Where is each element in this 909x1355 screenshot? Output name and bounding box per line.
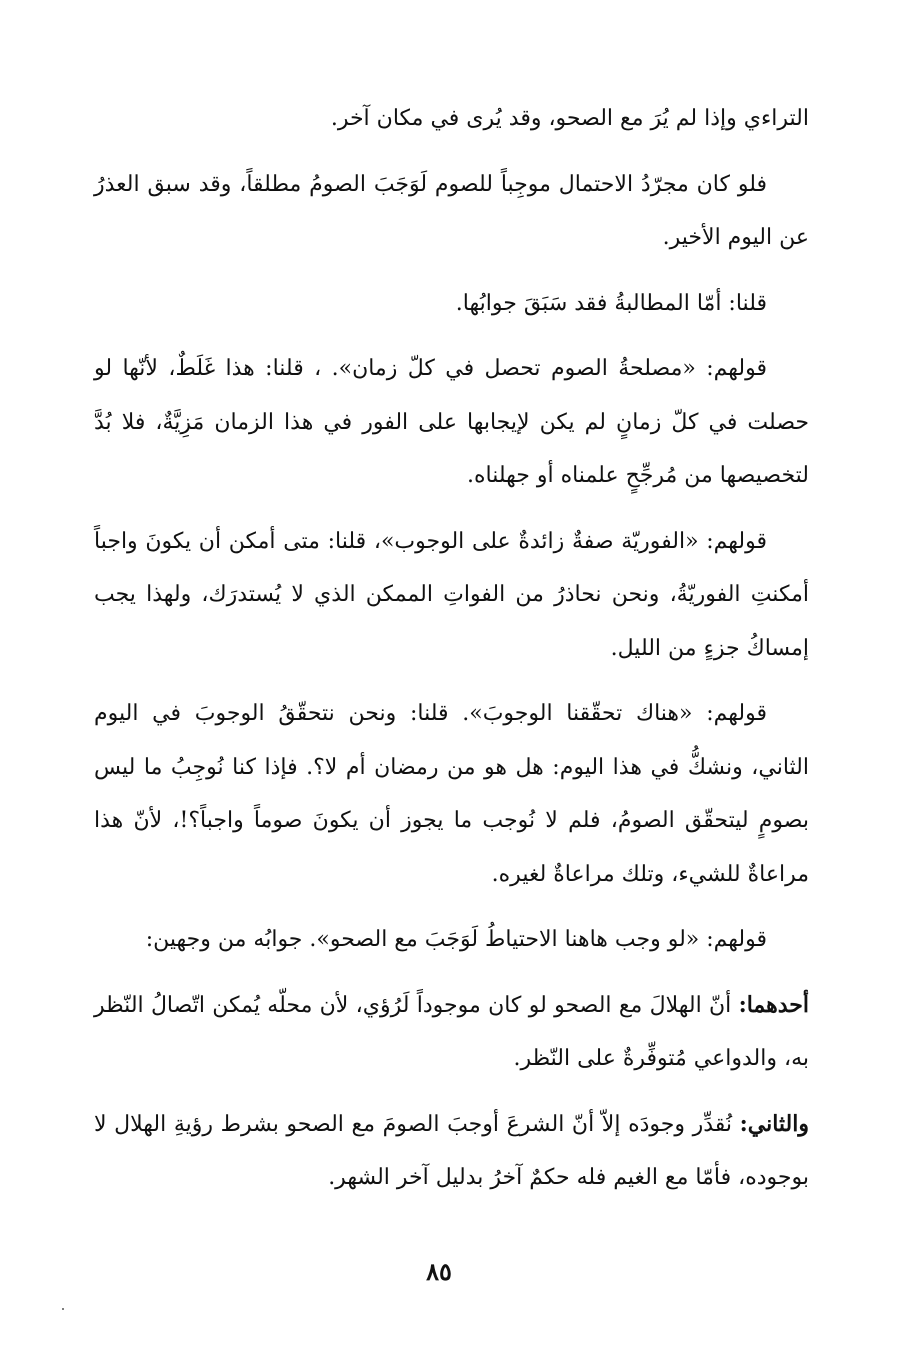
paragraph-lead: والثاني:: [739, 1110, 809, 1137]
paragraph-1: [94, 92, 809, 146]
paragraph-text: قولهم: «لو وجب هاهنا الاحتياطُ لَوَجَبَ مع الصحو». جوابُه من وجهين:: [145, 927, 767, 952]
paragraph-text: أنّ الهلالَ مع الصحو لو كان موجوداً لَرُؤي، لأن محلّه يُمكن اتّصالُ النّظر به، والدواعي مُتوفِّرةٌ على النّظر.: [94, 992, 809, 1071]
paragraph-text: قولهم: «الفوريّة صفةٌ زائدةٌ على الوجوب»، قلنا: متى أمكن أن يكونَ واجباً أمكنتِ الفوريّةُ، ونحن نحاذرُ من الفواتِ الممكن الذي لا يُستدرَك، ولهذا يجب إمساكُ جزءٍ من الليل.: [94, 528, 809, 661]
paragraph-4: [94, 342, 809, 503]
paragraph-3: [94, 277, 809, 331]
paragraph-lead: أحدهما:: [738, 991, 809, 1018]
print-speck: [62, 1308, 64, 1310]
paragraph-text: قلنا: أمّا المطالبةُ فقد سَبَقَ جوابُها.: [455, 290, 767, 316]
paragraph-text: قولهم: «هناك تحقّقنا الوجوبَ». قلنا: ونحن نتحقّقُ الوجوبَ في اليوم الثاني، ونشكُّ في هذا اليوم: هل هو من رمضان أم لا؟. فإذا كنا نُوجِبُ ما ليس بصومٍ ليتحقّق الصومُ، فلم لا نُوجب ما يجوز أن يكونَ صوماً واجباً؟!، لأنّ هذا مراعاةٌ للشيء، وتلك مراعاةٌ لغيره.: [94, 701, 809, 887]
paragraph-7: [94, 913, 809, 967]
paragraph-2: [94, 158, 809, 265]
paragraph-text: فلو كان مجرّدُ الاحتمال موجِباً للصوم لَوَجَبَ الصومُ مطلقاً، وقد سبق العذرُ عن اليوم الأخير.: [94, 171, 809, 250]
paragraph-6: [94, 687, 809, 901]
paragraph-text: قولهم: «مصلحةُ الصوم تحصل في كلّ زمان». ، قلنا: هذا غَلَطٌ، لأنّها لو حصلت في كلّ زمانٍ لم يكن لإيجابها على الفور في هذا الزمان مَزِيَّةٌ، فلا بُدَّ لتخصيصها من مُرجِّحٍ علمناه أو جهلناه.: [94, 356, 809, 488]
paragraph-9: [94, 1098, 809, 1205]
paragraph-8: [94, 979, 809, 1086]
body-text: [94, 92, 809, 1217]
page-number: ٨٥: [426, 1257, 452, 1286]
paragraph-text: نُقدِّر وجودَه إلاّ أنّ الشرعَ أوجبَ الصومَ مع الصحو بشرط رؤيةِ الهلال لا بوجوده، فأمّا مع الغيم فله حكمٌ آخرُ بدليل آخر الشهر.: [94, 1111, 809, 1190]
paragraph-5: [94, 515, 809, 676]
paragraph-text: التراءي وإذا لم يُرَ مع الصحو، وقد يُرى في مكان آخر.: [330, 106, 809, 131]
